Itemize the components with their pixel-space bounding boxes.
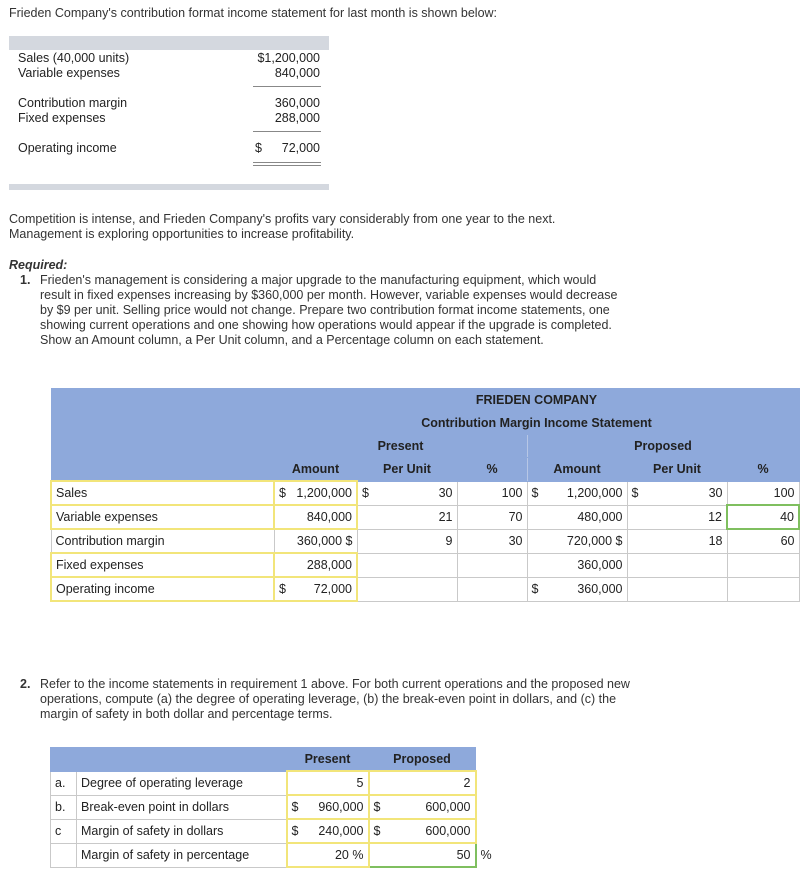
proposed-breakeven-input[interactable]: $ 600,000: [369, 795, 476, 819]
statement-row: Contribution margin 360,000: [18, 96, 320, 110]
statement-double-rule: [253, 165, 321, 166]
present-breakeven-input[interactable]: $ 960,000: [287, 795, 369, 819]
present-amount-header: Amount: [274, 458, 357, 482]
present-per-unit[interactable]: 9: [357, 529, 457, 553]
present-amount-input[interactable]: 840,000: [274, 505, 357, 529]
present-header: Present: [274, 435, 527, 458]
present-amount-input[interactable]: $ 1,200,000: [274, 481, 357, 505]
proposed-per-unit[interactable]: 12: [627, 505, 727, 529]
proposed-mos-dollars-input[interactable]: $ 600,000: [369, 819, 476, 843]
proposed-per-unit[interactable]: 18: [627, 529, 727, 553]
proposed-amount[interactable]: 360,000: [527, 553, 627, 577]
leverage-table: [50, 747, 506, 868]
present-per-unit[interactable]: 21: [357, 505, 457, 529]
proposed-pct: [727, 577, 799, 601]
present-per-unit[interactable]: $ 30: [357, 481, 457, 505]
statement-row: Operating income $ 72,000: [18, 141, 320, 155]
table-row: [51, 529, 799, 553]
row-letter: a.: [51, 771, 77, 795]
proposed-amount[interactable]: 480,000: [527, 505, 627, 529]
present-pct[interactable]: 30: [457, 529, 527, 553]
original-income-statement: [9, 36, 329, 190]
table-row: [51, 481, 799, 505]
question-2: 2. Refer to the income statements in requirement 1 above. For both current operations and the proposed new operations, compute (a) the degree of operating leverage, (b) the break-even point in dollars, and (c) the margin of safety in both dollar and percentage terms.: [20, 677, 630, 721]
row-label[interactable]: Fixed expenses: [51, 553, 274, 577]
present-pct: [457, 577, 527, 601]
proposed-per-unit: [627, 553, 727, 577]
present-amount-input[interactable]: $ 72,000: [274, 577, 357, 601]
table-row: [51, 795, 506, 819]
statement-rule: [253, 86, 321, 87]
statement-header-bar: [9, 36, 329, 50]
present-amount-input[interactable]: 288,000: [274, 553, 357, 577]
statement-footer-bar: [9, 184, 329, 190]
table-row: [51, 819, 506, 843]
statement-title: Contribution Margin Income Statement: [274, 412, 799, 435]
proposed-per-unit: [627, 577, 727, 601]
row-label: Margin of safety in percentage: [77, 843, 287, 867]
proposed-dol-input[interactable]: 2: [369, 771, 476, 795]
present-header: Present: [287, 748, 369, 772]
proposed-pct-header: %: [727, 458, 799, 482]
statement-rule: [253, 131, 321, 132]
intro-text: Frieden Company's contribution format income statement for last month is shown below:: [9, 6, 498, 20]
present-mos-pct-input[interactable]: 20 %: [287, 843, 369, 867]
row-label: Degree of operating leverage: [77, 771, 287, 795]
proposed-per-unit[interactable]: $ 30: [627, 481, 727, 505]
present-mos-dollars-input[interactable]: $ 240,000: [287, 819, 369, 843]
proposed-pct: [727, 553, 799, 577]
present-dol-input[interactable]: 5: [287, 771, 369, 795]
table-row: [51, 843, 506, 867]
proposed-header: Proposed: [527, 435, 799, 458]
row-letter: b.: [51, 795, 77, 819]
proposed-pct[interactable]: 40: [727, 505, 799, 529]
statement-row: Fixed expenses 288,000: [18, 111, 320, 125]
statement-double-rule: [253, 162, 321, 163]
pct-sign: %: [476, 843, 506, 867]
proposed-amount-header: Amount: [527, 458, 627, 482]
present-amount[interactable]: 360,000 $: [274, 529, 357, 553]
statement-row: Sales (40,000 units) $1,200,000: [18, 51, 320, 65]
row-label[interactable]: Variable expenses: [51, 505, 274, 529]
income-statement-table: [50, 388, 800, 602]
statement-row: Variable expenses 840,000: [18, 66, 320, 80]
row-label: Margin of safety in dollars: [77, 819, 287, 843]
row-letter: c: [51, 819, 77, 843]
proposed-pct[interactable]: 60: [727, 529, 799, 553]
proposed-amount[interactable]: $ 360,000: [527, 577, 627, 601]
present-per-unit: [357, 577, 457, 601]
table-row: [51, 505, 799, 529]
table-row: [51, 577, 799, 601]
proposed-mos-pct-input[interactable]: 50: [369, 843, 476, 867]
present-pct-header: %: [457, 458, 527, 482]
question-1: 1. Frieden's management is considering a major upgrade to the manufacturing equipment, which would result in fixed expenses increasing by $360,000 per month. However, variable expenses would decrease by $9 per unit. Selling price would not change. Prepare two contribution format income statements, one showing current operations and one showing how operations would appear if the upgrade is completed. Show an Amount column, a Per Unit column, and a Percentage column on each statement.: [20, 273, 618, 347]
table-row: [51, 553, 799, 577]
proposed-pct[interactable]: 100: [727, 481, 799, 505]
row-label: Break-even point in dollars: [77, 795, 287, 819]
row-label[interactable]: Operating income: [51, 577, 274, 601]
proposed-amount[interactable]: 720,000 $: [527, 529, 627, 553]
row-label[interactable]: Contribution margin: [51, 529, 274, 553]
present-pct: [457, 553, 527, 577]
row-label[interactable]: Sales: [51, 481, 274, 505]
proposed-header: Proposed: [369, 748, 476, 772]
table-row: [51, 771, 506, 795]
proposed-per-unit-header: Per Unit: [627, 458, 727, 482]
present-pct[interactable]: 70: [457, 505, 527, 529]
proposed-amount[interactable]: $ 1,200,000: [527, 481, 627, 505]
competition-text: Competition is intense, and Frieden Company's profits vary considerably from one year to the next. Management is exploring opportunities to increase profitability.: [9, 212, 556, 241]
present-pct[interactable]: 100: [457, 481, 527, 505]
present-per-unit-header: Per Unit: [357, 458, 457, 482]
company-name: FRIEDEN COMPANY: [274, 389, 799, 412]
present-per-unit: [357, 553, 457, 577]
required-label: Required:: [9, 258, 68, 272]
row-letter: [51, 843, 77, 867]
